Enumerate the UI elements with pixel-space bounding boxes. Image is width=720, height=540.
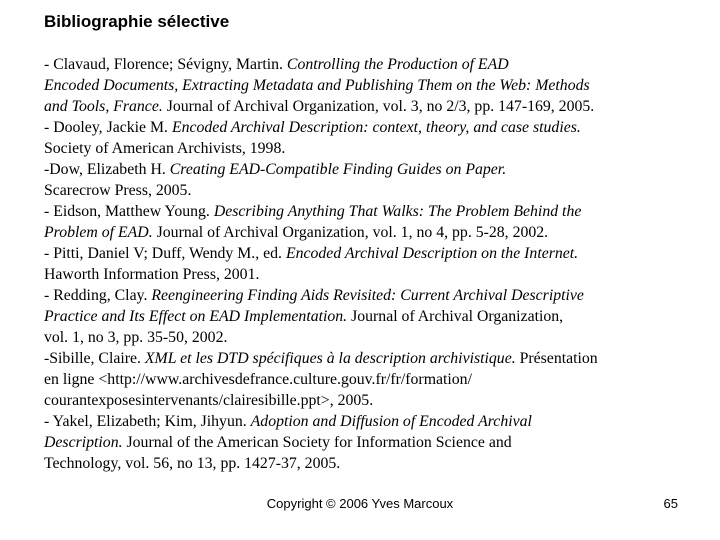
- entry-title-text: Encoded Archival Description on the Internet.: [285, 245, 579, 262]
- entry-text: Scarecrow Press, 2005.: [44, 182, 192, 199]
- entry-title-text: Adoption and Diffusion of Encoded Archival: [250, 413, 532, 430]
- entry-text: courantexposesintervenants/clairesibille.ppt>, 2005.: [44, 392, 374, 409]
- entry-line: [44, 264, 704, 285]
- bibliography-list: [44, 54, 704, 474]
- entry-title-text: Encoded Documents, Extracting Metadata and Publishing Them on the Web: Methods: [44, 77, 590, 94]
- entry-title-text: and Tools, France.: [44, 98, 163, 115]
- entry-line: [44, 159, 704, 180]
- entry-text: - Clavaud, Florence; Sévigny, Martin.: [44, 56, 287, 73]
- entry-text: Journal of Archival Organization, vol. 3, no 2/3, pp. 147-169, 2005.: [162, 98, 595, 115]
- bibliography-entry: [44, 54, 704, 117]
- entry-text: - Eidson, Matthew Young.: [44, 203, 214, 220]
- bibliography-entry: [44, 243, 704, 285]
- entry-line: [44, 201, 704, 222]
- entry-text: - Yakel, Elizabeth; Kim, Jihyun.: [44, 413, 251, 430]
- entry-line: [44, 117, 704, 138]
- entry-line: [44, 348, 704, 369]
- entry-line: [44, 222, 704, 243]
- bibliography-entry: [44, 285, 704, 348]
- entry-text: Haworth Information Press, 2001.: [44, 266, 260, 283]
- entry-text: Technology, vol. 56, no 13, pp. 1427-37, 2005.: [44, 455, 341, 472]
- bibliography-entry: [44, 348, 704, 411]
- entry-title-text: Practice and Its Effect on EAD Implementation.: [44, 308, 348, 325]
- entry-line: [44, 411, 704, 432]
- entry-line: [44, 96, 704, 117]
- entry-title-text: Controlling the Production of EAD: [286, 56, 509, 73]
- entry-text: - Pitti, Daniel V; Duff, Wendy M., ed.: [44, 245, 286, 262]
- slide-title: Bibliographie sélective: [44, 12, 230, 31]
- entry-text: Journal of the American Society for Information Science and: [122, 434, 512, 451]
- entry-text: - Redding, Clay.: [44, 287, 152, 304]
- page-number: 65: [663, 496, 678, 511]
- entry-title-text: Reengineering Finding Aids Revisited: Current Archival Descriptive: [151, 287, 584, 304]
- bibliography-entry: [44, 201, 704, 243]
- entry-title-text: Encoded Archival Description: context, theory, and case studies.: [171, 119, 581, 136]
- entry-text: -Dow, Elizabeth H.: [44, 161, 170, 178]
- entry-text: Society of American Archivists, 1998.: [44, 140, 286, 157]
- entry-title-text: XML et les DTD spécifiques à la description archivistique.: [144, 350, 516, 367]
- bibliography-entry: [44, 411, 704, 474]
- entry-line: [44, 390, 704, 411]
- entry-text: Présentation: [515, 350, 598, 367]
- entry-line: [44, 327, 704, 348]
- entry-text: Journal of Archival Organization,: [347, 308, 564, 325]
- entry-text: -Sibille, Claire.: [44, 350, 145, 367]
- entry-line: [44, 285, 704, 306]
- footer-copyright: Copyright © 2006 Yves Marcoux: [266, 496, 454, 511]
- entry-title-text: Problem of EAD.: [44, 224, 153, 241]
- bibliography-entry: [44, 159, 704, 201]
- entry-line: [44, 180, 704, 201]
- entry-line: [44, 453, 704, 474]
- entry-text: en ligne <http://www.archivesdefrance.culture.gouv.fr/fr/formation/: [44, 371, 472, 388]
- entry-text: Journal of Archival Organization, vol. 1, no 4, pp. 5-28, 2002.: [152, 224, 549, 241]
- entry-text: vol. 1, no 3, pp. 35-50, 2002.: [44, 329, 228, 346]
- entry-title-text: Describing Anything That Walks: The Problem Behind the: [213, 203, 582, 220]
- entry-line: [44, 432, 704, 453]
- entry-title-text: Description.: [44, 434, 123, 451]
- entry-line: [44, 138, 704, 159]
- entry-line: [44, 54, 704, 75]
- entry-text: - Dooley, Jackie M.: [44, 119, 172, 136]
- entry-title-text: Creating EAD-Compatible Finding Guides on Paper.: [169, 161, 507, 178]
- entry-line: [44, 306, 704, 327]
- entry-line: [44, 369, 704, 390]
- bibliography-entry: [44, 117, 704, 159]
- entry-line: [44, 243, 704, 264]
- entry-line: [44, 75, 704, 96]
